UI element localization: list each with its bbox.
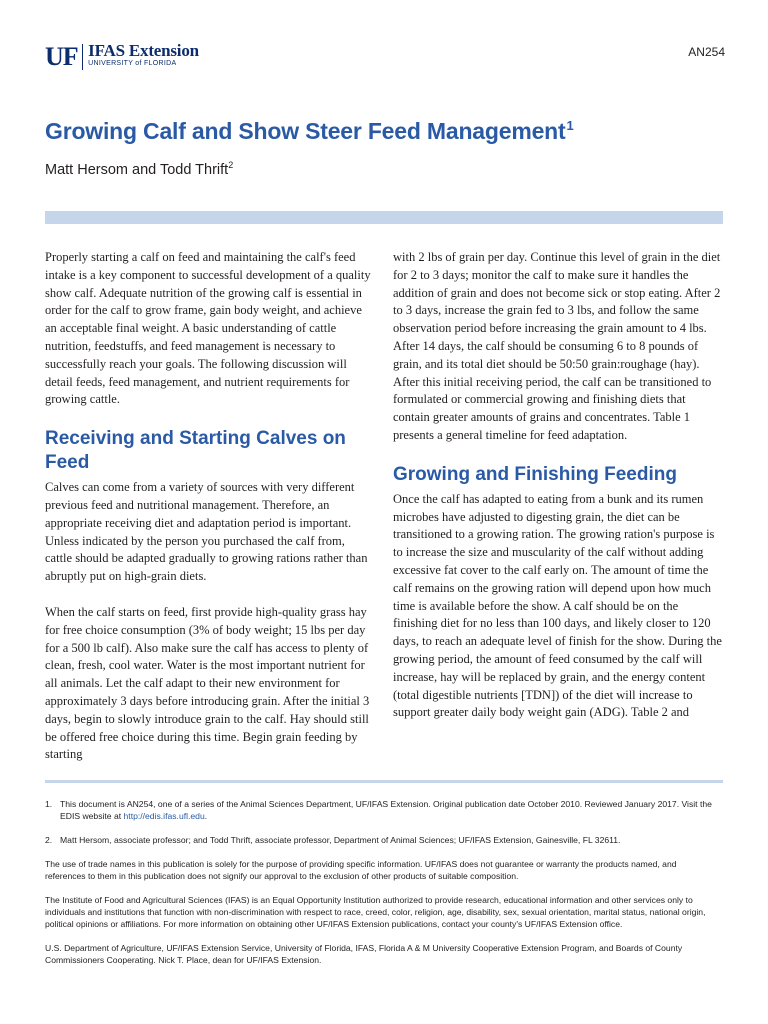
- receiving-paragraph-2: When the calf starts on feed, first provide high-quality grass hay for free choice consumption (3% of body weight; 15 lbs per day for a 500 lb calf). Also make sure the calf has access to plenty of clean, fresh, cool water. Water is the most important nutrient for all animals. Let the calf adapt to their new environment for approximately 3 days before introducing grain. After the initial 3 days, begin to slowly introduce grain to the calf. Hay should still be offered free choice during this time. Begin grain feeding by starting: [45, 604, 370, 762]
- logo-ifas-text: IFAS Extension: [88, 41, 199, 60]
- footnotes: [45, 798, 715, 978]
- section-heading-growing: Growing and Finishing Feeding: [393, 463, 677, 485]
- trade-names-disclaimer: The use of trade names in this publication is solely for the purpose of providing specific information. UF/IFAS does not guarantee or warranty the products named, and references to them in this publication does not signify our approval to the exclusion of other products of suitable composition.: [45, 859, 677, 881]
- title-footnote-ref: 1: [566, 118, 574, 133]
- receiving-paragraph-1: Calves can come from a variety of sources with very different previous feed and nutritional management. Therefore, an appropriate receiving diet and adaptation period is important. Unless indicated by the person you purchased the calf from, cattle should be adapted gradually to growing rations rather than abruptly put on high-grain diets.: [45, 480, 368, 584]
- footnote-1-end: .: [204, 811, 208, 821]
- footnote-2-text: Matt Hersom, associate professor; and Todd Thrift, associate professor, Department of Animal Sciences; UF/IFAS Extension, Gainesville, FL 32611.: [60, 835, 621, 845]
- ifas-extension-logo: [45, 42, 199, 70]
- title-divider-band: [45, 211, 723, 224]
- edis-website-link[interactable]: http://edis.ifas.ufl.edu: [123, 811, 205, 821]
- equal-opportunity-statement: The Institute of Food and Agricultural Sciences (IFAS) is an Equal Opportunity Institution authorized to provide research, educational information and other services only to individuals and institutions that function with non-discrimination with respect to race, creed, color, religion, age, disability, sex, sexual orientation, marital status, national origin, political opinions or affiliations. For more information on obtaining other UF/IFAS Extension publications, contact your county's UF/IFAS Extension office.: [45, 895, 706, 929]
- logo-university-text: UNIVERSITY of FLORIDA: [88, 60, 177, 67]
- growing-paragraph-1: Once the calf has adapted to eating from a bunk and its rumen microbes have adjusted to digesting grain, the diet can be transitioned to a growing ration. The growing ration's purpose is to increase the size and muscularity of the calf without adding excessive fat cover to the calf early on. The amount of time the calf remains on the growing ration will depend upon how much time is available before the show. A calf should be on the finishing diet for no less than 100 days, and likely closer to 120 days, to reach an adequate level of finish for the show. During the growing period, the amount of feed consumed by the calf will increase, hay will be replaced by grain, and the energy content (total digestible nutrients [TDN]) of the diet will increase to support greater daily body weight gain (ADG). Table 2 and: [393, 491, 722, 720]
- footnote-1: [45, 798, 715, 822]
- footnote-1-text: This document is AN254, one of a series of the Animal Sciences Department, UF/IFAS Extension. Original publication date October 2010. Reviewed January 2017. Visit the EDIS website at: [60, 799, 712, 821]
- footnote-1-number: 1.: [45, 799, 53, 809]
- logo-wordmark: [88, 42, 199, 68]
- footnote-2: [45, 834, 715, 846]
- page-header: [45, 42, 725, 72]
- intro-paragraph: Properly starting a calf on feed and maintaining the calf's feed intake is a key component to successful development of a quality show calf. Adequate nutrition of the growing calf is essential in order for the calf to grow frame, gain body weight, and achieve an acceptable final weight. A basic understanding of cattle nutrition, feedstuffs, and feed management is necessary to successfully reach your goals. The following discussion will detail feeds, feed management, and nutrient requirements for growing cattle.: [45, 250, 371, 407]
- authors-footnote-ref: 2: [228, 160, 234, 170]
- document-id: AN254: [688, 45, 725, 59]
- left-column: [45, 249, 375, 764]
- section-heading-receiving: Receiving and Starting Calves on Feed: [45, 428, 346, 474]
- authors-text: Matt Hersom and Todd Thrift: [45, 162, 229, 178]
- authors: [45, 160, 233, 178]
- footnote-1-body: [60, 798, 715, 822]
- document-title: [45, 118, 574, 145]
- title-text: Growing Calf and Show Steer Feed Management: [45, 118, 566, 144]
- receiving-paragraph-continued: with 2 lbs of grain per day. Continue this level of grain in the diet for 2 to 3 days; monitor the calf to make sure it handles the addition of grain and does not become sick or stop eating. After 2 to 3 days, increase the grain fed to 3 lbs, and follow the same observation period before increasing the grain amount to 4 lbs. After 14 days, the calf should be consuming 6 to 8 pounds of grain, and its total diet should be 50:50 grain:roughage (hay). After this initial receiving period, the calf can be transitioned to formulated or commercial growing and finishing diets that contain greater amounts of grains and concentrates. Table 1 presents a general timeline for feed adaptation.: [393, 250, 721, 442]
- right-column: [393, 249, 723, 722]
- logo-uf-mark: UF: [45, 42, 78, 71]
- usda-cooperation-statement: U.S. Department of Agriculture, UF/IFAS Extension Service, University of Florida, IFAS, Florida A & M University Cooperative Extension Program, and Boards of County Commissioners Cooperating. Nick T. Place, dean for UF/IFAS Extension.: [45, 943, 683, 965]
- logo-divider: [82, 44, 84, 70]
- footnote-2-number: 2.: [45, 835, 53, 845]
- footnote-divider: [45, 780, 723, 783]
